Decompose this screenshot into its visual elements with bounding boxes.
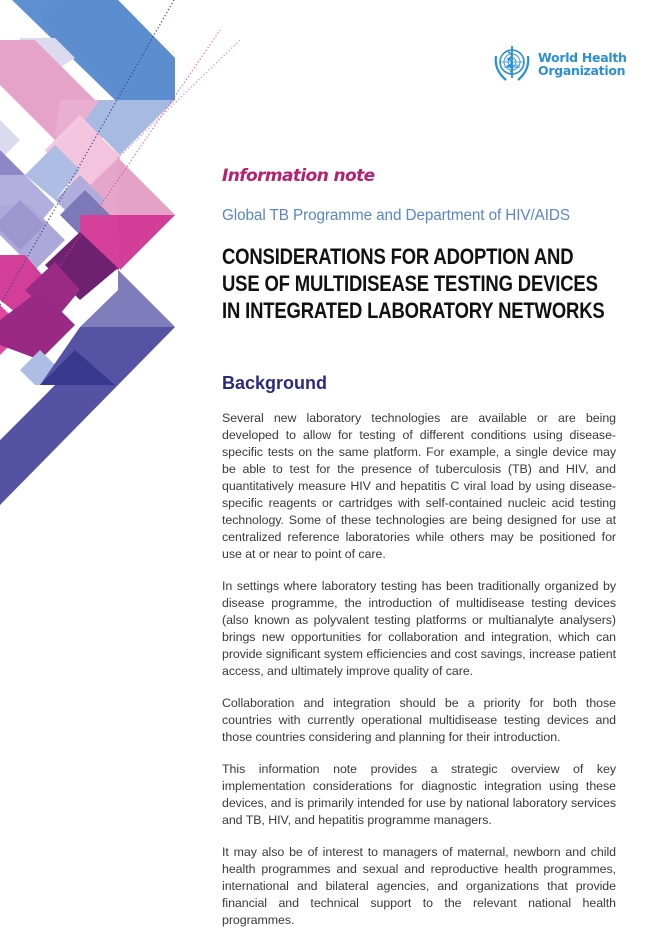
document-subtitle: Global TB Programme and Department of HIV/AIDS — [222, 207, 570, 224]
decorative-diamond-pattern — [0, 0, 240, 520]
body-paragraph: Several new laboratory technologies are available or are being developed to allow for testing of different conditions using disease-specific tests on the same platform. For example, a single device may be able to test for the presence of tuberculosis (TB) and HIV, and quantitatively measure HIV and hepatitis C viral load by using disease-specific reagents or cartridges with self-contained nucleic acid testing technology. Some of these technologies are being designed for use at centralized reference laboratories while others may be positioned for use at or near to point of care. — [222, 411, 616, 561]
document-type-label: Information note — [222, 166, 375, 186]
title-line: CONSIDERATIONS FOR ADOPTION AND — [222, 244, 574, 269]
document-content — [222, 164, 616, 929]
body-paragraph: This information note provides a strategic overview of key implementation considerations for diagnostic integration using these devices, and is primarily intended for use by national laboratory services and TB, HIV, and hepatitis programme managers. — [222, 762, 616, 827]
who-logo — [490, 42, 627, 86]
body-paragraph: Collaboration and integration should be a priority for both those countries with currently operational multidisease testing devices and those countries considering and planning for their introduction. — [222, 696, 616, 744]
organization-name-line1: World Health — [538, 50, 627, 65]
organization-name-line2: Organization — [538, 63, 626, 78]
organization-name — [538, 51, 627, 77]
document-title — [222, 243, 617, 324]
body-paragraph: In settings where laboratory testing has been traditionally organized by disease programme, the introduction of multidisease testing devices (also known as polyvalent testing platforms or multianalyte analysers) brings new opportunities for collaboration and integration, which can provide significant system efficiencies and cost savings, increase patient access, and ultimately improve quality of care. — [222, 579, 616, 678]
section-heading-background: Background — [222, 373, 328, 393]
body-paragraph: It may also be of interest to managers of maternal, newborn and child health programmes and sexual and reproductive health programmes, international and bilateral agencies, and organizations that provide financial and technical support to the relevant national health programmes. — [222, 845, 616, 927]
who-emblem-icon — [490, 42, 534, 86]
title-line: USE OF MULTIDISEASE TESTING DEVICES — [222, 271, 598, 296]
title-line: IN INTEGRATED LABORATORY NETWORKS — [222, 298, 605, 323]
